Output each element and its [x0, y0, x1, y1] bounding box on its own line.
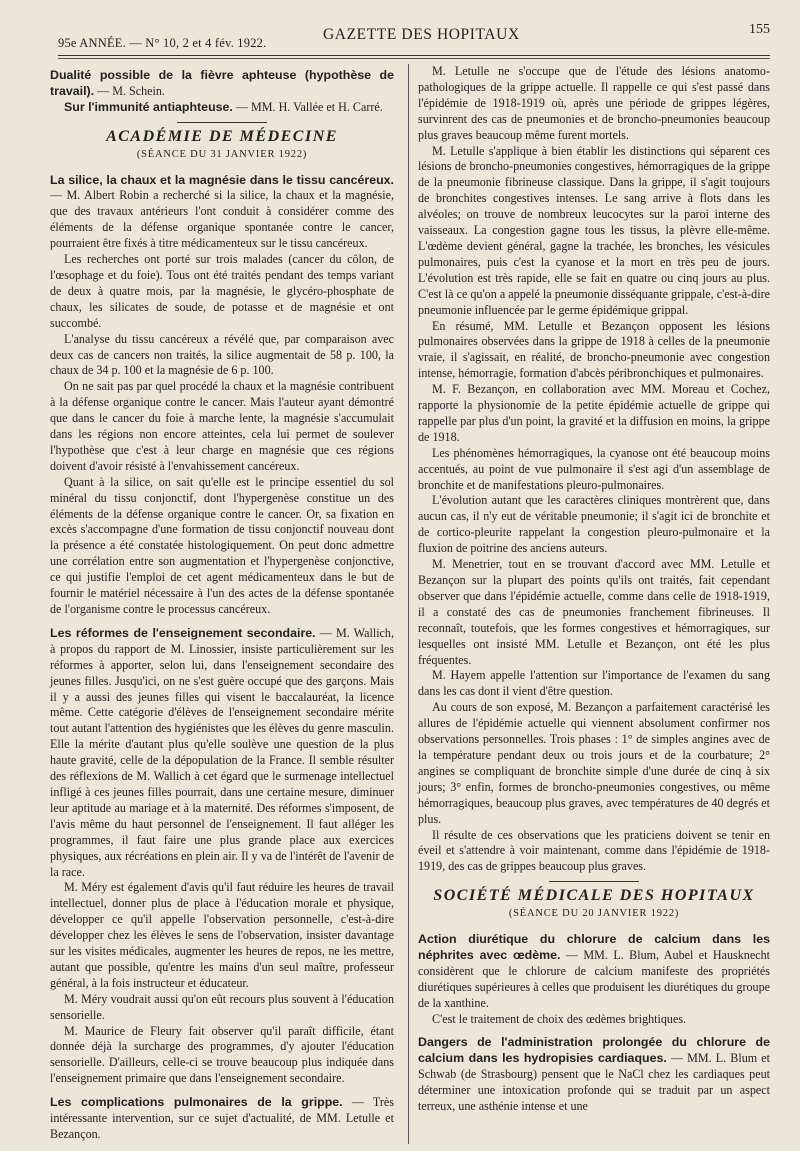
section-date: (SÉANCE DU 20 JANVIER 1922) [508, 908, 680, 920]
article-immunite [50, 100, 394, 116]
article-title: Sur l'immunité antiaphteuse. [64, 99, 233, 114]
paragraph: — Très intéressante intervention, sur ce sujet d'actualité, de MM. Letulle et Bezançon. [50, 1095, 394, 1141]
page-header [58, 22, 770, 54]
paragraph: M. Maurice de Fleury fait observer qu'il paraît difficile, étant donnée déjà la surcharge des programmes, d'y ajouter l'éducation sensorielle. D'ailleurs, celle-ci se trouve beaucoup plus indiquée dans l'enseignement primaire que dans l'enseignement secondaire. [50, 1023, 394, 1086]
section-rule [549, 881, 639, 882]
article-dangers [418, 1035, 770, 1115]
article-title: Dangers de l'administration prolongée du chlorure de calcium dans les hydropisies cardiaques. [418, 1035, 770, 1066]
column-divider [408, 64, 409, 1144]
article-reformes [50, 626, 394, 881]
paragraph: Au cours de son exposé, M. Bezançon a parfaitement caractérisé les allures de l'épidémie actuelle qui viennent absolument confirmer nos observations personnelles. Trois phases : 1° de simples angines avec de la température pendant deux ou trois jours et de la courbature; 2° angines se compliquant de bronchite simple d'une durée de cinq à six jours; 3° enfin, formes de broncho-pneumonies congestives, ou même hémorragiques, beaucoup plus graves, avec températures de 40 degrés et plus. [418, 700, 770, 826]
paragraph: M. Letulle s'applique à bien établir les distinctions qui séparent ces lésions de broncho-pneumonies congestives, hémorragiques de la grippe de la pneumonie fibrineuse classique. Dans la grippe, il s'agit toujours de bronchites congestives intenses. Le sang arrive à flots dans les alvéoles; on trouve de nombreux leucocytes sur la paroi interne des vaisseaux. La congestion gagne tous les tissus, la plèvre elle-même. L'œdème devient général, gagne la trachée, les bronches, les vésicules pulmonaires, puis c'est la cyanose et la mort en très peu de jours. L'évolution est très rapide, elle se fait en quatre ou cinq jours au plus. C'est là ce qu'on a appelé la pneumonie disséquante grippale, c'est-à-dire pneumonie influencée par le germe épidémique grippal. [418, 143, 770, 317]
article-complications [50, 1095, 394, 1143]
section-date: (SÉANCE DU 31 JANVIER 1922) [136, 148, 308, 160]
paragraph: C'est le traitement de choix des œdèmes brightiques. [432, 1011, 687, 1026]
article-author: — MM. H. Vallée et H. Carré. [232, 99, 383, 114]
paragraph: M. Letulle ne s'occupe que de l'étude des lésions anatomo-pathologiques de la grippe actuelle. Il rappelle ce qui s'est passé dans l'épidémie de 1918-1919 où, après une période de grippes légères, survinrent des cas de pneumonies et de broncho-pneumonies beaucoup plus graves beaucoup même furent mortels. [418, 64, 770, 142]
section-title-academie: ACADÉMIE DE MÉDECINE [106, 127, 338, 145]
paragraph: — MM. L. Blum et Schwab (de Strasbourg) pensent que le NaCl chez les cardiaques peut déterminer une intoxication profonde qui se traduit par un aspect terreux, une asthénie intense et une [418, 1051, 770, 1114]
paragraph: — M. Wallich, à propos du rapport de M. Linossier, insiste particulièrement sur les réformes à apporter, selon lui, dans l'enseignement secondaire des jeunes filles. Jusqu'ici, on ne s'est guère occupé que des garçons. Mais il y a aussi des jeunes filles qui visent le baccalauréat, la licence même. Cette catégorie d'élèves de l'enseignement secondaire mérite tout autant l'attention des hygiénistes que les élèves du genre masculin. Elle la mérite d'autant plus qu'elle soulève une question de la plus haute gravité, celle de la dépopulation de la France. Il semble résulter des réflexions de M. Wallich à cet égard que le surmenage intellectuel infligé à ces jeunes filles pourrait, dans une certaine mesure, diminuer leur aptitude au mariage et à la maternité. Des réformes s'imposent, de l'avis même du haut personnel de l'enseignement. Il faut alléger les programmes, il faut faire une plus grande place aux exercices physiques, aux récréations en plein air. Il y va de l'intérêt de l'avenir de la race. [50, 625, 395, 879]
paragraph: Quant à la silice, on sait qu'elle est le principe essentiel du sol minéral du tissu conjonctif, dont l'hypergenèse constitue un des éléments de la défense organique contre le cancer. Or, sa fixation en excès s'accompagne d'une formation de tissu conjonctif nouveau dont la présence a été constatée histologiquement. On peut donc admettre une corrélation entre son augmentation et l'hypergenèse conjonctive, ce qui justifie l'emploi de cet agent médicamenteux dans le but de fournir le matériel nécessaire à l'un des actes de la défense spontanée de l'organisme contre le processus cancéreux. [50, 474, 394, 616]
page-number: 155 [749, 22, 770, 37]
section-rule [177, 122, 267, 123]
header-rule-secondary [58, 58, 770, 59]
header-rule [58, 55, 770, 56]
article-silice [50, 173, 394, 253]
paragraph: M. Méry voudrait aussi qu'on eût recours plus souvent à l'éducation sensorielle. [50, 991, 394, 1022]
article-diuretique [418, 932, 770, 1012]
paragraph: — MM. L. Blum, Aubel et Hausknecht considèrent que le chlorure de calcium manifeste des propriétés diurétiques supérieures à celles que produisent les diurétiques du groupe de la xanthine. [418, 947, 770, 1010]
section-title-societe: SOCIÉTÉ MÉDICALE DES HOPITAUX [433, 887, 755, 905]
paragraph: Les recherches ont porté sur trois malades (cancer du côlon, de l'œsophage et du foie). Tous ont été traités pendant des temps variant de deux à quatre mois, par la magnésie, le glycéro-phosphate de chaux, les silicates de soude, de potasse et de magnésie et ont succombé. [50, 252, 394, 330]
journal-title: GAZETTE DES HOPITAUX [323, 26, 520, 43]
paragraph: — M. Albert Robin a recherché si la silice, la chaux et la magnésie, que des travaux antérieurs l'ont conduit à considérer comme des éléments de la défense organique spontanée contre le cancer, pourraient être fixés à titre médicamenteux sur le tissu cancéreux. [50, 188, 394, 251]
paragraph: M. Hayem appelle l'attention sur l'importance de l'examen du sang dans les cas dont il vient d'être question. [418, 668, 770, 699]
paragraph: On ne sait pas par quel procédé la chaux et la magnésie contribuent à la défense organique contre le cancer. Mais l'auteur ayant démontré que dans le cancer du foie à marche lente, la magnésie s'accumulait dans les régions non encore atteintes, cela lui permet de soulever l'hypothèse que c'est à leur charge en magnésie que ces régions doivent d'avoir résisté à l'envahissement cancéreux. [50, 379, 394, 473]
article-title: La silice, la chaux et la magnésie dans le tissu cancéreux. [50, 172, 394, 187]
paragraph: En résumé, MM. Letulle et Bezançon opposent les lésions pulmonaires observées dans la grippe de 1918 à celles de la pneumonie vraie, il s'agissait, en réalité, de broncho-pneumonie avec congestion intense, hémorragie, formation d'abcès péribronchiques et pulmonaires. [418, 318, 770, 381]
paragraph: M. F. Bezançon, en collaboration avec MM. Moreau et Cochez, rapporte la physionomie de la petite épidémie actuelle de grippe qui rappelle par plus d'un point, la gravité et la diffusion en moins, la grippe de 1918. [418, 382, 770, 444]
article-title: Action diurétique du chlorure de calcium dans les néphrites avec œdème. [418, 932, 770, 962]
article-title: Les complications pulmonaires de la grippe. [50, 1095, 343, 1110]
article-author: — M. Schein. [94, 83, 165, 98]
paragraph: Les phénomènes hémorragiques, la cyanose ont été beaucoup moins accentués, au point de vue pulmonaire il s'est agi d'un assemblage de bronchite et de manifestations pleuro-pulmonaires. [418, 445, 770, 492]
paragraph: M. Méry est également d'avis qu'il faut réduire les heures de travail intellectuel, donner plus de place à l'éducation morale et physique, développer ce qu'il appelle l'observation personnelle, c'est-à-dire développer chez les élèves le sens de l'observation, insister davantage sur les visites médicales, augmenter les heures de repos, ne les mettre, autant que possible, qu'entre les mains d'un seul maître, professeur général, à la fois instructeur et éducateur. [50, 880, 394, 990]
right-column [418, 64, 770, 1115]
article-dualite [50, 68, 394, 100]
paragraph: L'évolution autant que les caractères cliniques montrèrent que, dans aucun cas, il n'y eut de véritable pneumonie; il s'agit ici de bronchite et de cortico-pleurite rappelant la congestion pleuro-pulmonaire et la fluxion de poitrine des anciens auteurs. [418, 493, 770, 556]
paragraph: L'analyse du tissu cancéreux a révélé que, par comparaison avec deux cas de cancers non traités, la silice augmentait de 58 p. 100, la chaux de 34 p. 100 et la magnésie de 6 p. 100. [50, 331, 394, 378]
article-title: Les réformes de l'enseignement secondaire. [50, 625, 316, 640]
paragraph: Il résulte de ces observations que les praticiens doivent se tenir en éveil et s'attendre à voir maintenant, comme dans l'épidémie de 1918-1919, des cas de grippes beaucoup plus graves. [418, 827, 770, 874]
paragraph: M. Menetrier, tout en se trouvant d'accord avec MM. Letulle et Bezançon sur la plupart des points qu'ils ont traités, fait cependant observer que dans l'épidémie actuelle, comme dans celle de 1918-1919, il a constaté des cas de pneumonies franchement fibrineuses. Il reconnaît, toutefois, que les formes congestives et hémorragiques, sur lesquelles ont insisté MM. Letulle et Bezançon, ont été les plus fréquentes. [418, 557, 770, 667]
left-column [50, 68, 394, 1143]
article-title: Dualité possible de la fièvre aphteuse (hypothèse de travail). [50, 68, 394, 98]
issue-info: 95e ANNÉE. — N° 10, 2 et 4 fév. 1922. [58, 36, 267, 50]
